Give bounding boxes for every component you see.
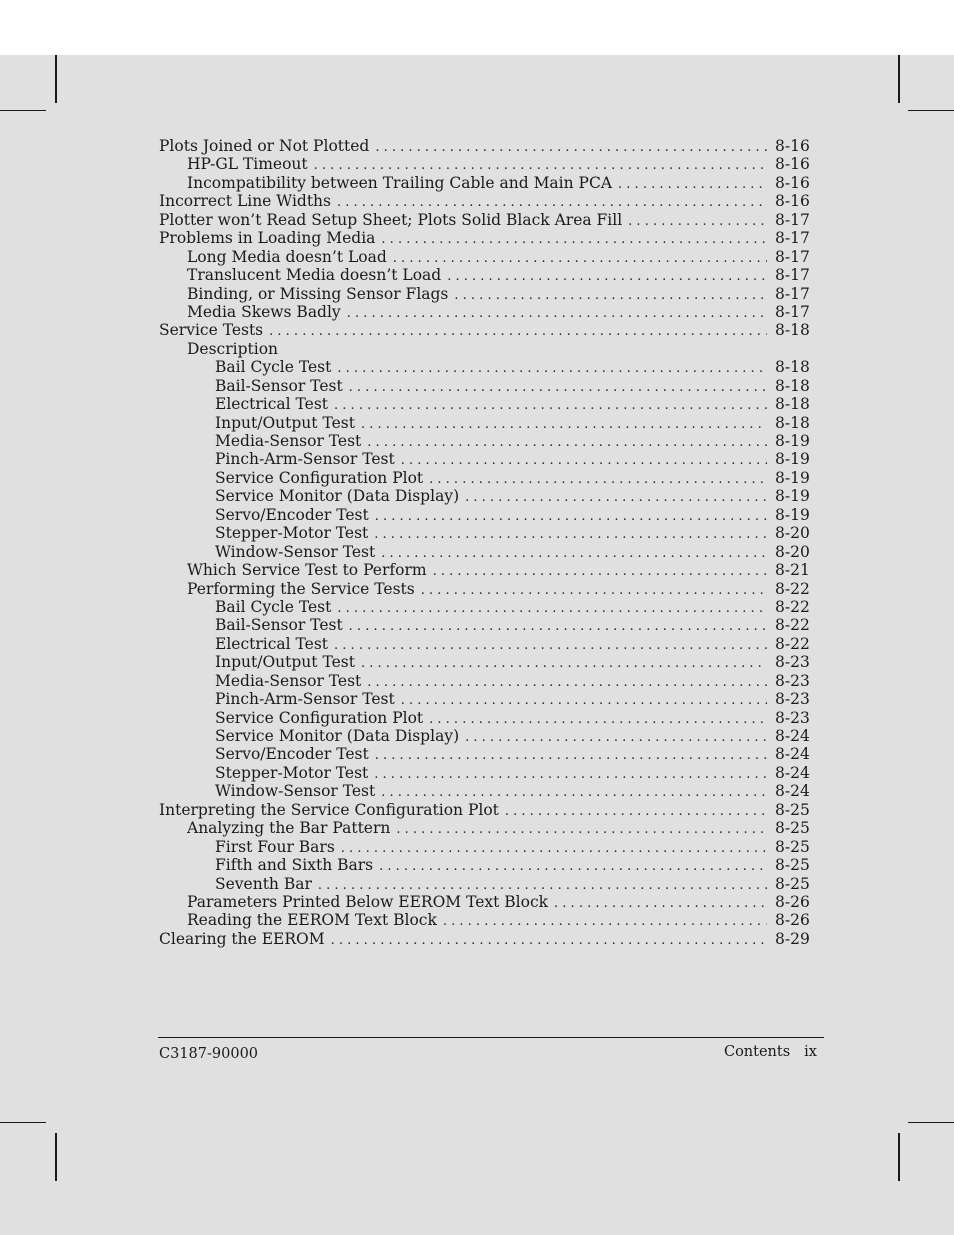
toc-dot-leader xyxy=(429,711,767,729)
toc-entry[interactable] xyxy=(159,930,809,948)
toc-dot-leader xyxy=(269,323,767,341)
toc-entry-title: Description xyxy=(187,339,279,358)
toc-page-number: 8-25 xyxy=(775,856,810,875)
toc-entry[interactable] xyxy=(159,340,809,358)
crop-mark-top-left-vertical xyxy=(55,55,57,103)
toc-entry[interactable] xyxy=(159,580,809,598)
toc-entry-title: Window-Sensor Test xyxy=(215,542,376,561)
toc-page-number: 8-17 xyxy=(775,229,810,248)
toc-entry-title: Fifth and Sixth Bars xyxy=(215,856,374,875)
toc-dot-leader xyxy=(465,729,767,747)
toc-entry-title: Media Skews Badly xyxy=(187,302,341,321)
toc-page-number: 8-18 xyxy=(775,376,810,395)
toc-entry-title: Service Tests xyxy=(159,321,264,340)
toc-entry-title: Clearing the EEROM xyxy=(159,929,325,948)
toc-page-number: 8-24 xyxy=(775,745,810,764)
toc-page-number: 8-23 xyxy=(775,671,810,690)
toc-dot-leader xyxy=(375,508,767,526)
toc-dot-leader xyxy=(454,287,767,305)
toc-dot-leader xyxy=(361,655,767,673)
toc-page-number: 8-26 xyxy=(775,911,810,930)
toc-page-number: 8-16 xyxy=(775,155,810,174)
toc-entry[interactable] xyxy=(159,155,809,173)
toc-entry[interactable] xyxy=(159,561,809,579)
toc-entry[interactable] xyxy=(159,321,809,339)
toc-page-number: 8-17 xyxy=(775,302,810,321)
toc-entry[interactable] xyxy=(159,709,809,727)
toc-page-number: 8-17 xyxy=(775,247,810,266)
toc-entry-title: Servo/Encoder Test xyxy=(215,745,369,764)
toc-page-number: 8-18 xyxy=(775,358,810,377)
toc-page-number: 8-20 xyxy=(775,542,810,561)
toc-page-number: 8-18 xyxy=(775,413,810,432)
toc-dot-leader xyxy=(628,213,767,231)
toc-entry[interactable] xyxy=(159,248,809,266)
toc-entry-title: HP-GL Timeout xyxy=(187,155,308,174)
toc-entry[interactable] xyxy=(159,192,809,210)
toc-entry-title: Parameters Printed Below EEROM Text Block xyxy=(187,892,549,911)
toc-page-number: 8-25 xyxy=(775,800,810,819)
toc-entry-title: Incompatibility between Trailing Cable and Main PCA xyxy=(187,173,613,192)
toc-entry[interactable] xyxy=(159,506,809,524)
toc-entry-title: Service Monitor (Data Display) xyxy=(215,487,460,506)
toc-page-number: 8-21 xyxy=(775,561,810,580)
toc-dot-leader xyxy=(341,840,767,858)
footer-page-number: ix xyxy=(804,1044,817,1060)
toc-page-number: 8-24 xyxy=(775,782,810,801)
toc-dot-leader xyxy=(334,397,767,415)
toc-page-number: 8-25 xyxy=(775,819,810,838)
toc-dot-leader xyxy=(337,360,767,378)
toc-entry-title: Service Monitor (Data Display) xyxy=(215,727,460,745)
toc-entry-title: Stepper-Motor Test xyxy=(215,524,369,543)
toc-entry[interactable] xyxy=(159,764,809,782)
toc-page-number: 8-20 xyxy=(775,524,810,543)
toc-page-number: 8-19 xyxy=(775,487,810,506)
toc-entry-title: Window-Sensor Test xyxy=(215,782,376,801)
toc-entry-title: Media-Sensor Test xyxy=(215,671,362,690)
toc-dot-leader xyxy=(367,674,767,692)
toc-entry-title: Service Configuration Plot xyxy=(215,708,424,727)
toc-entry[interactable] xyxy=(159,211,809,229)
toc-page-number: 8-26 xyxy=(775,892,810,911)
crop-mark-bottom-left-vertical xyxy=(55,1133,57,1181)
toc-page-number: 8-24 xyxy=(775,727,810,745)
toc-entry-title: Stepper-Motor Test xyxy=(215,763,369,782)
toc-entry[interactable] xyxy=(159,598,809,616)
toc-entry-title: First Four Bars xyxy=(215,837,335,856)
toc-entry-title: Pinch-Arm-Sensor Test xyxy=(215,690,395,709)
toc-entry-title: Electrical Test xyxy=(215,634,329,653)
toc-entry[interactable] xyxy=(159,285,809,303)
toc-entry-title: Which Service Test to Perform xyxy=(187,561,427,580)
toc-page-number: 8-23 xyxy=(775,653,810,672)
toc-page-number: 8-29 xyxy=(775,929,810,948)
toc-page-number: 8-19 xyxy=(775,450,810,469)
toc-entry[interactable] xyxy=(159,875,809,893)
toc-entry-title: Pinch-Arm-Sensor Test xyxy=(215,450,395,469)
toc-page-number: 8-18 xyxy=(775,395,810,414)
toc-entry-title: Service Configuration Plot xyxy=(215,468,424,487)
toc-entry[interactable] xyxy=(159,174,809,192)
toc-entry[interactable] xyxy=(159,838,809,856)
toc-entry-title: Problems in Loading Media xyxy=(159,229,376,248)
toc-entry-title: Input/Output Test xyxy=(215,413,355,432)
toc-dot-leader xyxy=(554,895,767,913)
toc-entry-title: Performing the Service Tests xyxy=(187,579,415,598)
toc-dot-leader xyxy=(381,545,767,563)
toc-dot-leader xyxy=(367,434,767,452)
footer-rule xyxy=(158,1037,824,1038)
toc-entry[interactable] xyxy=(159,782,809,800)
toc-dot-leader xyxy=(421,582,767,600)
toc-dot-leader xyxy=(347,305,767,323)
toc-entry[interactable] xyxy=(159,616,809,634)
footer-page-label xyxy=(724,1044,817,1060)
toc-entry[interactable] xyxy=(159,303,809,321)
toc-dot-leader xyxy=(443,913,767,931)
toc-entry[interactable] xyxy=(159,543,809,561)
toc-entry-title: Bail-Sensor Test xyxy=(215,376,343,395)
footer-part-number: C3187-90000 xyxy=(159,1046,259,1062)
toc-dot-leader xyxy=(361,416,767,434)
crop-mark-top-right-vertical xyxy=(898,55,900,103)
toc-entry-title: Seventh Bar xyxy=(215,874,312,893)
toc-page-number: 8-23 xyxy=(775,690,810,709)
toc-page-number: 8-22 xyxy=(775,634,810,653)
toc-page-number: 8-17 xyxy=(775,266,810,285)
toc-dot-leader xyxy=(505,803,767,821)
toc-entry-title: Bail-Sensor Test xyxy=(215,616,343,635)
toc-entry[interactable] xyxy=(159,911,809,929)
toc-dot-leader xyxy=(334,637,767,655)
toc-page-number: 8-24 xyxy=(775,763,810,782)
toc-entry-title: Incorrect Line Widths xyxy=(159,192,331,211)
toc-entry[interactable] xyxy=(159,727,809,745)
toc-entry-title: Bail Cycle Test xyxy=(215,597,332,616)
toc-entry-title: Reading the EEROM Text Block xyxy=(187,911,437,930)
toc-page-number: 8-17 xyxy=(775,284,810,303)
toc-entry[interactable] xyxy=(159,487,809,505)
toc-page-number: 8-16 xyxy=(775,173,810,192)
toc-dot-leader xyxy=(401,452,767,470)
toc-page-number: 8-25 xyxy=(775,874,810,893)
crop-mark-bottom-right-vertical xyxy=(898,1133,900,1181)
toc-page-number: 8-25 xyxy=(775,837,810,856)
toc-entry[interactable] xyxy=(159,801,809,819)
toc-dot-leader xyxy=(447,268,767,286)
toc-dot-leader xyxy=(374,766,767,784)
toc-page-number: 8-17 xyxy=(775,210,810,229)
toc-page-number: 8-18 xyxy=(775,321,810,340)
toc-entry[interactable] xyxy=(159,635,809,653)
toc-dot-leader xyxy=(433,563,767,581)
toc-page-number: 8-19 xyxy=(775,468,810,487)
toc-dot-leader xyxy=(429,471,767,489)
toc-entry[interactable] xyxy=(159,524,809,542)
toc-dot-leader xyxy=(375,747,767,765)
toc-entry[interactable] xyxy=(159,690,809,708)
toc-page-number: 8-22 xyxy=(775,616,810,635)
footer-section-name: Contents xyxy=(723,1044,791,1060)
toc-page-number: 8-23 xyxy=(775,708,810,727)
toc-page-number: 8-19 xyxy=(775,432,810,450)
toc-dot-leader xyxy=(337,600,767,618)
toc-entry-title: Electrical Test xyxy=(215,395,329,414)
toc-entry[interactable] xyxy=(159,856,809,874)
toc-entry[interactable] xyxy=(159,672,809,690)
toc-entry[interactable] xyxy=(159,414,809,432)
toc-dot-leader xyxy=(618,176,767,194)
toc-entry[interactable] xyxy=(159,266,809,284)
toc-dot-leader xyxy=(331,932,767,950)
toc-entry-title: Plots Joined or Not Plotted xyxy=(159,137,370,155)
toc-entry-title: Interpreting the Service Configuration Plot xyxy=(159,800,499,819)
toc-entry[interactable] xyxy=(159,450,809,468)
toc-entry-title: Binding, or Missing Sensor Flags xyxy=(187,284,449,303)
toc-entry[interactable] xyxy=(159,229,809,247)
toc-page-number: 8-22 xyxy=(775,579,810,598)
toc-entry[interactable] xyxy=(159,395,809,413)
toc-dot-leader xyxy=(396,821,767,839)
toc-entry-title: Media-Sensor Test xyxy=(215,432,362,450)
toc-entry[interactable] xyxy=(159,432,809,450)
toc-dot-leader xyxy=(349,379,767,397)
toc-entry-title: Servo/Encoder Test xyxy=(215,505,369,524)
crop-mark-top-left-horizontal xyxy=(0,110,46,111)
toc-page-number: 8-22 xyxy=(775,597,810,616)
toc-entry[interactable] xyxy=(159,893,809,911)
toc-entry[interactable] xyxy=(159,653,809,671)
toc-entry-title: Bail Cycle Test xyxy=(215,358,332,377)
toc-entry[interactable] xyxy=(159,377,809,395)
toc-entry-title: Input/Output Test xyxy=(215,653,355,672)
toc-entry[interactable] xyxy=(159,469,809,487)
toc-entry-title: Plotter won’t Read Setup Sheet; Plots Solid Black Area Fill xyxy=(159,210,623,229)
toc-page-number: 8-16 xyxy=(775,192,810,211)
toc-page-number: 8-19 xyxy=(775,505,810,524)
crop-mark-bottom-left-horizontal xyxy=(0,1122,46,1123)
toc-entry-title: Translucent Media doesn’t Load xyxy=(187,266,442,285)
toc-dot-leader xyxy=(379,858,767,876)
toc-dot-leader xyxy=(393,250,767,268)
toc-entry-title: Analyzing the Bar Pattern xyxy=(187,819,391,838)
toc-dot-leader xyxy=(401,692,767,710)
toc-entry[interactable] xyxy=(159,358,809,376)
toc-entry[interactable] xyxy=(159,137,809,155)
crop-mark-bottom-right-horizontal xyxy=(908,1122,954,1123)
toc-entry[interactable] xyxy=(159,819,809,837)
toc-dot-leader xyxy=(375,139,767,157)
toc-dot-leader xyxy=(374,526,767,544)
table-of-contents xyxy=(159,137,809,948)
toc-entry[interactable] xyxy=(159,745,809,763)
toc-entry-title: Long Media doesn’t Load xyxy=(187,247,387,266)
toc-dot-leader xyxy=(381,231,767,249)
toc-dot-leader xyxy=(349,618,767,636)
crop-mark-top-right-horizontal xyxy=(908,110,954,111)
toc-dot-leader xyxy=(465,489,767,507)
toc-page-number: 8-16 xyxy=(775,137,810,155)
